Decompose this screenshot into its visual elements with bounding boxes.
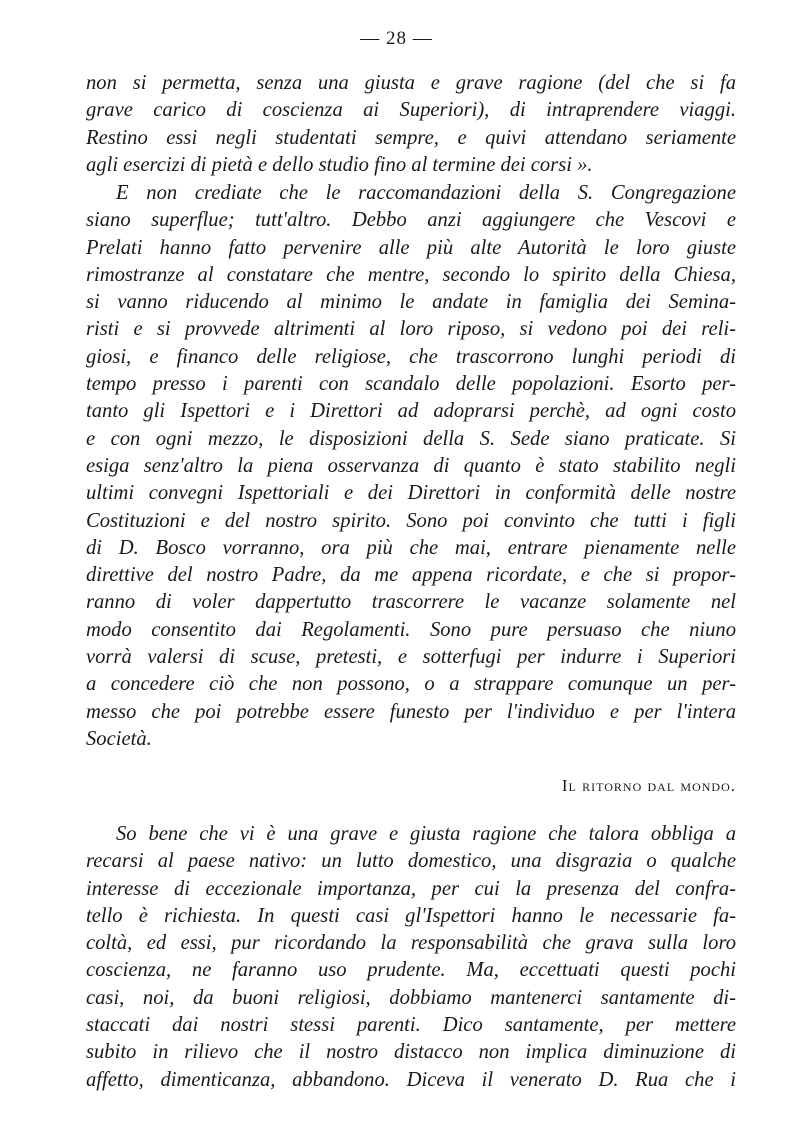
text-line: Costituzioni e del nostro spirito. Sono poi convinto che tutti i figli [86, 509, 736, 532]
text-line: giosi, e financo delle religiose, che trascorrono lunghi periodi di [86, 345, 736, 368]
text-line: interesse di eccezionale importanza, per cui la presenza del confra- [86, 877, 736, 900]
text-line: recarsi al paese nativo: un lutto domestico, una disgrazia o qualche [86, 850, 736, 873]
text-line: grave carico di coscienza ai Superiori), di intraprendere viaggi. [86, 99, 736, 122]
text-line: subito in rilievo che il nostro distacco non implica diminuzione di [86, 1041, 736, 1064]
text-line: vorrà valersi di scuse, pretesti, e sotterfugi per indurre i Superiori [86, 646, 736, 669]
text-line: messo che poi potrebbe essere funesto per l'individuo e per l'intera [86, 700, 736, 723]
text-line: risti e si provvede altrimenti al loro riposo, si vedono poi dei reli- [86, 318, 736, 341]
text-line: So bene che vi è una grave e giusta ragione che talora obbliga a [116, 823, 736, 845]
text-line: affetto, dimenticanza, abbandono. Diceva il venerato D. Rua che i [86, 1068, 736, 1091]
text-line: ranno di voler dappertutto trascorrere le vacanze solamente nel [86, 591, 736, 614]
text-line: rimostranze al constatare che mentre, secondo lo spirito della Chiesa, [86, 263, 736, 286]
text-line: casi, noi, da buoni religiosi, dobbiamo mantenerci santamente di- [86, 986, 736, 1009]
text-line: modo consentito dai Regolamenti. Sono pure persuaso che niuno [86, 618, 736, 641]
text-line: staccati dai nostri stessi parenti. Dico santamente, per mettere [86, 1014, 736, 1037]
text-line: Restino essi negli studentati sempre, e quivi attendano seriamente [86, 126, 736, 149]
text-line: Prelati hanno fatto pervenire alle più alte Autorità le loro giuste [86, 236, 736, 259]
text-line: e con ogni mezzo, le disposizioni della S. Sede siano praticate. Si [86, 427, 736, 450]
text-line: tello è richiesta. In questi casi gl'Ispettori hanno le necessarie fa- [86, 904, 736, 927]
text-line: esiga senz'altro la piena osservanza di quanto è stato stabilito negli [86, 454, 736, 477]
text-line: coltà, ed essi, pur ricordando la responsabilità che grava sulla loro [86, 932, 736, 955]
page-number: — 28 — [360, 28, 433, 49]
text-line: coscienza, ne faranno uso prudente. Ma, eccettuati questi pochi [86, 959, 736, 982]
text-line: non si permetta, senza una giusta e grave ragione (del che si fa [86, 72, 736, 94]
paragraph-return-from-world [86, 821, 736, 1094]
text-line: E non crediate che le raccomandazioni della S. Congregazione [116, 182, 736, 204]
text-line: a concedere ciò che non possono, o a strappare comunque un per- [86, 673, 736, 696]
text-line: tempo presso i parenti con scandalo delle popolazioni. Esorto per- [86, 373, 736, 396]
paragraph-continuation [86, 70, 736, 179]
text-line: direttive del nostro Padre, da me appena ricordate, e che si propor- [86, 564, 736, 587]
text-line: tanto gli Ispettori e i Direttori ad adoprarsi perchè, ad ogni costo [86, 400, 736, 423]
text-line: agli esercizi di pietà e dello studio fino al termine dei corsi ». [86, 153, 593, 176]
text-line: siano superflue; tutt'altro. Debbo anzi aggiungere che Vescovi e [86, 209, 736, 232]
paragraph-recommendations [86, 180, 736, 753]
text-line: di D. Bosco vorranno, ora più che mai, entrare pienamente nelle [86, 536, 736, 559]
section-heading: Il ritorno dal mondo. [561, 776, 736, 795]
text-line: ultimi convegni Ispettoriali e dei Direttori in conformità delle nostre [86, 482, 736, 505]
text-line: si vanno riducendo al minimo le andate in famiglia dei Semina- [86, 291, 736, 314]
text-line: Società. [86, 727, 152, 750]
